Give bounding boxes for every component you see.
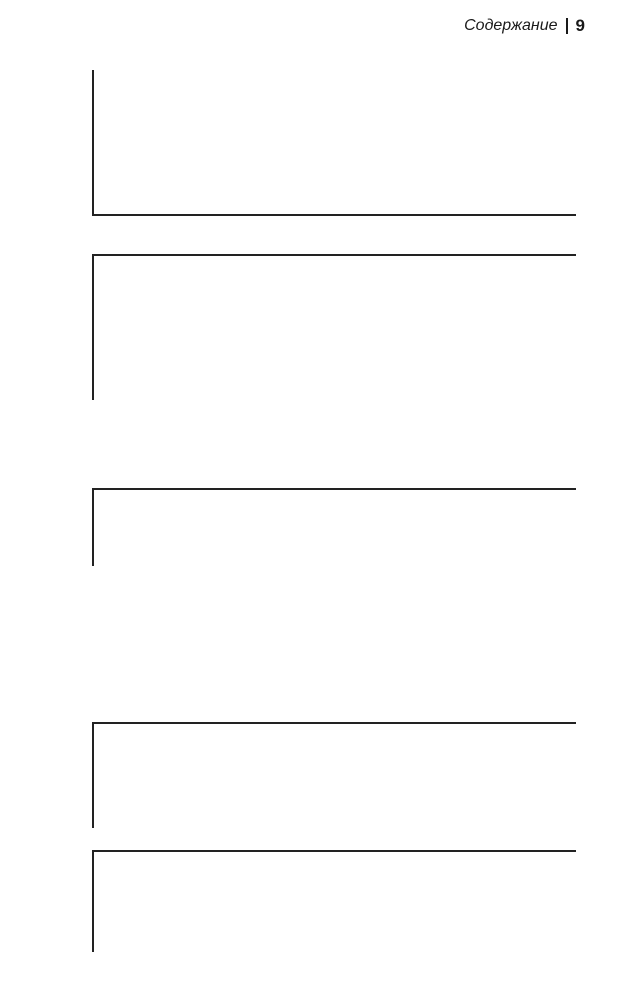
vertical-rule bbox=[92, 488, 94, 566]
horizontal-rule bbox=[92, 254, 576, 256]
horizontal-rule bbox=[92, 214, 576, 216]
page-number: 9 bbox=[575, 16, 585, 35]
vertical-rule bbox=[92, 254, 94, 400]
horizontal-rule bbox=[92, 488, 576, 490]
vertical-rule bbox=[92, 722, 94, 828]
running-header bbox=[464, 16, 585, 36]
horizontal-rule bbox=[92, 722, 576, 724]
vertical-rule bbox=[92, 850, 94, 952]
running-header-title: Содержание bbox=[464, 17, 558, 34]
horizontal-rule bbox=[92, 850, 576, 852]
vertical-rule bbox=[92, 70, 94, 214]
header-divider bbox=[566, 18, 568, 34]
